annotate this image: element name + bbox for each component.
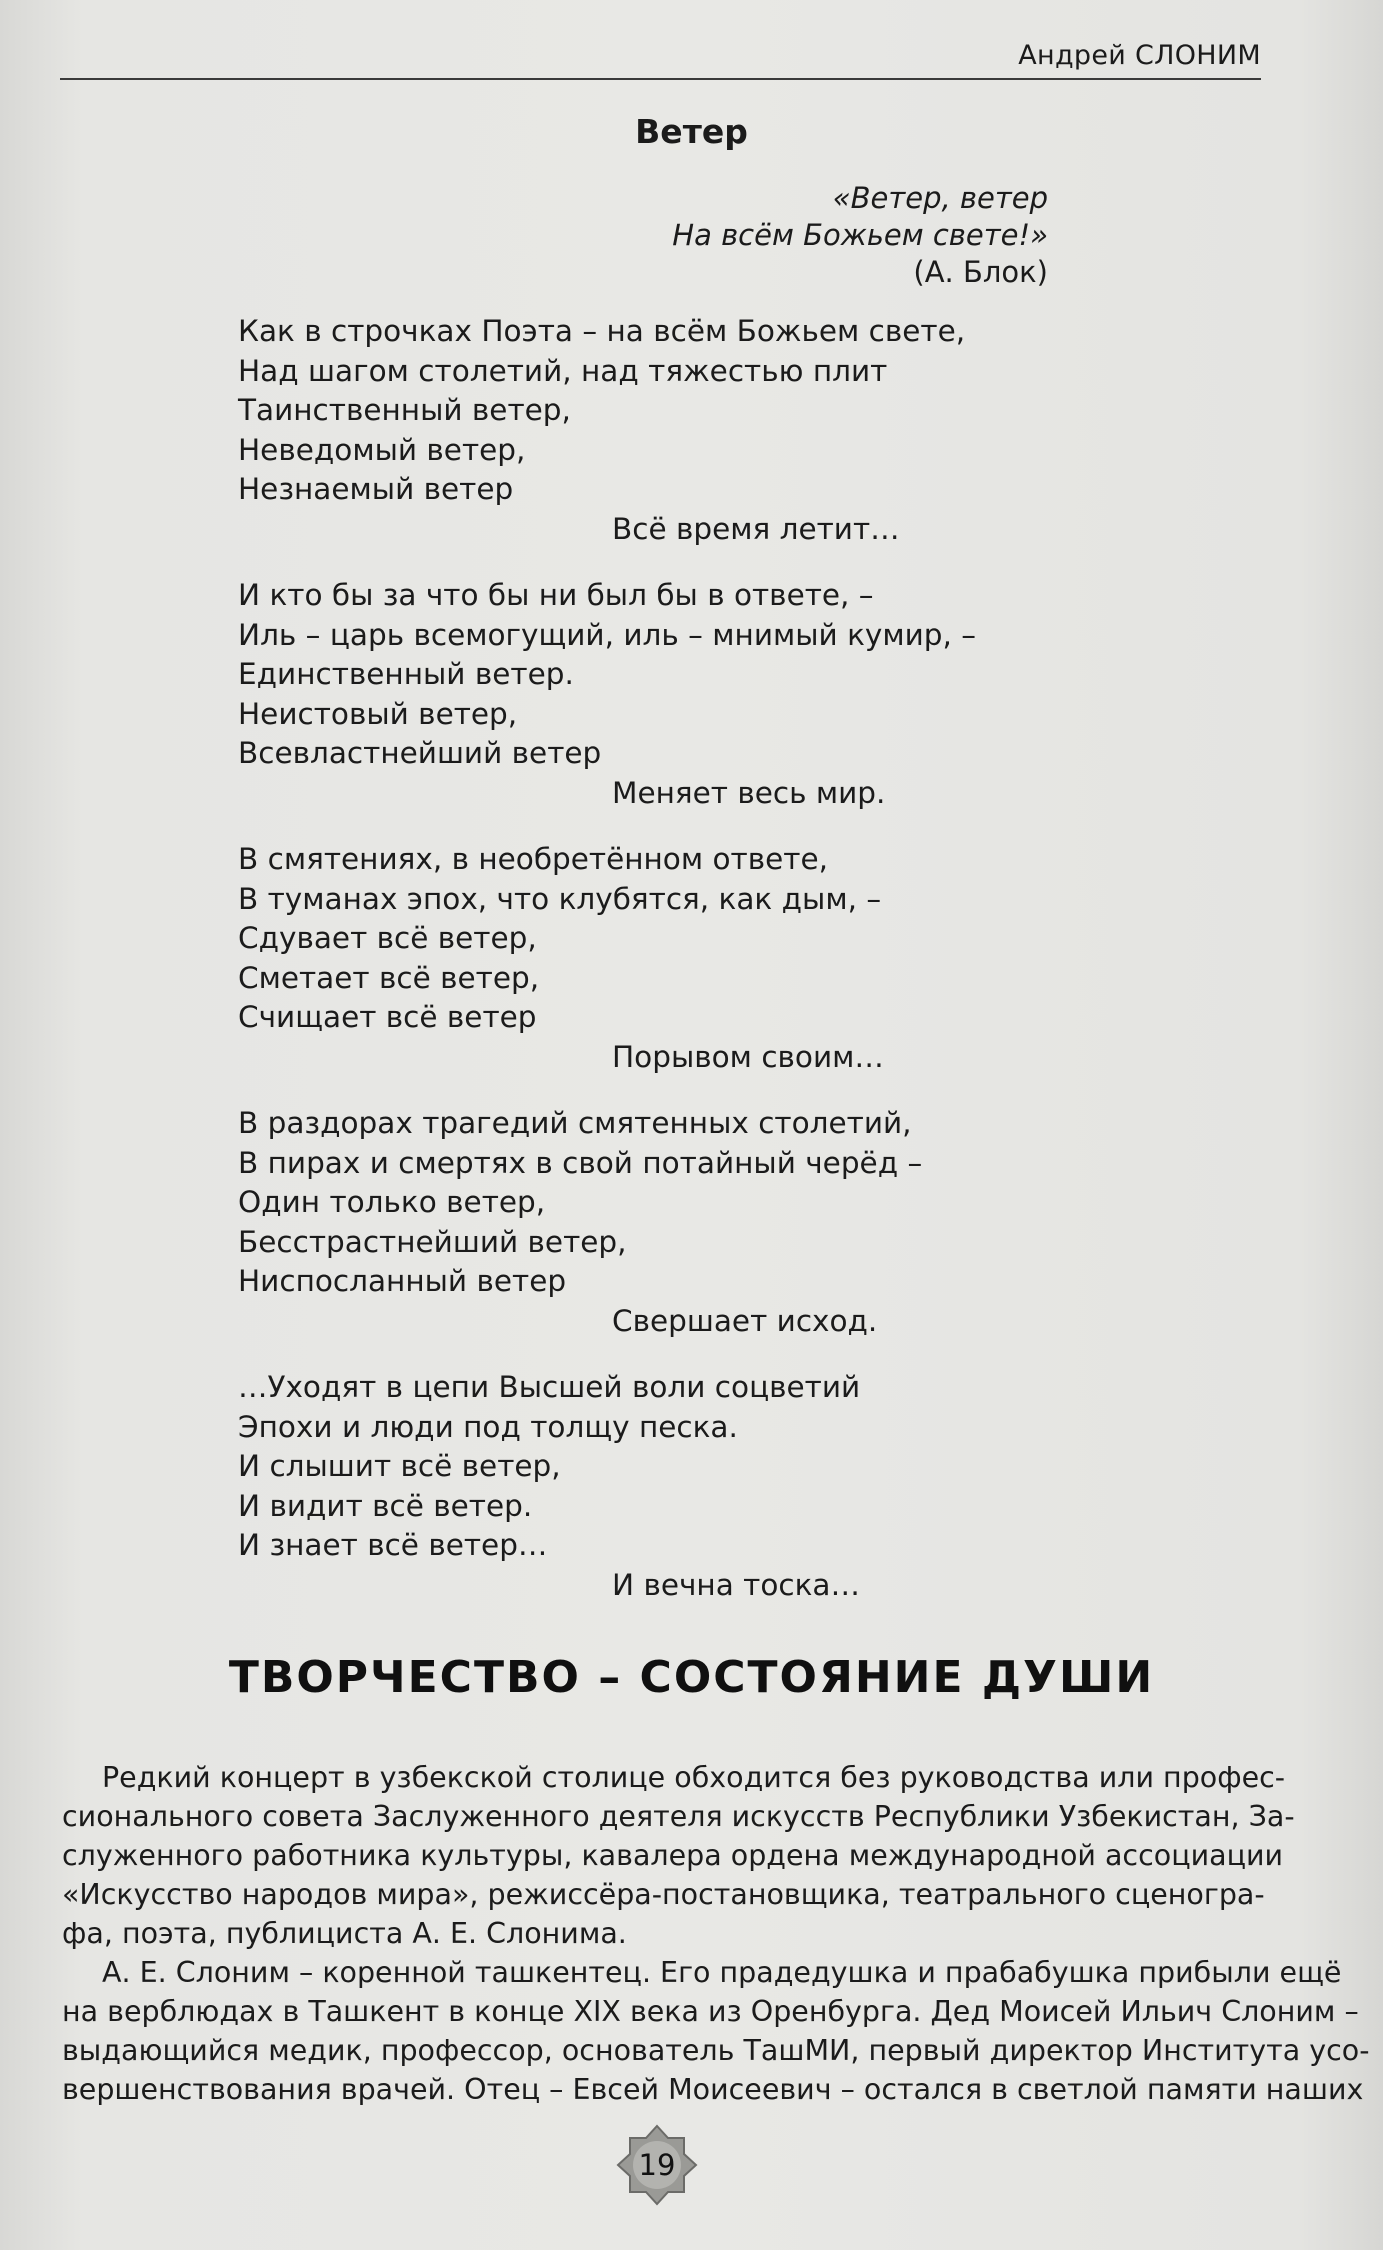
header-rule xyxy=(60,78,1261,80)
stanza-5 xyxy=(238,1368,860,1605)
poem-line-tail: И вечна тоска… xyxy=(612,1567,860,1602)
text-line: служенного работника культуры, кавалера ордена международной ассоциации xyxy=(62,1839,1284,1872)
poem-line: И кто бы за что бы ни был бы в ответе, – xyxy=(238,578,874,612)
epigraph-line: «Ветер, ветер xyxy=(832,181,1048,215)
poem-line-tail: Меняет весь мир. xyxy=(612,775,886,810)
stanza-3 xyxy=(238,840,884,1077)
poem-line: Всевластнейший ветер xyxy=(238,736,602,770)
running-head: Андрей СЛОНИМ xyxy=(1018,40,1261,71)
poem-line-tail: Свершает исход. xyxy=(612,1303,878,1338)
text-line: А. Е. Слоним – коренной ташкентец. Его прадедушка и прабабушка прибыли ещё xyxy=(102,1956,1342,1989)
poem-line: В раздорах трагедий смятенных столетий, xyxy=(238,1106,912,1140)
text-line: «Искусство народов мира», режиссёра-постановщика, театрального сценогра- xyxy=(62,1878,1265,1911)
epigraph-line: На всём Божьем свете!» xyxy=(672,218,1048,252)
poem-line: Незнаемый ветер xyxy=(238,472,514,506)
poem-title: Ветер xyxy=(635,112,748,151)
poem-line: И слышит всё ветер, xyxy=(238,1449,561,1483)
poem-line: В туманах эпох, что клубятся, как дым, – xyxy=(238,881,882,916)
poem-line: И видит всё ветер. xyxy=(238,1488,533,1523)
poem-line: Над шагом столетий, над тяжестью плит xyxy=(238,353,888,388)
poem-line: Один только ветер, xyxy=(238,1185,546,1219)
poem-line: Неистовый ветер, xyxy=(238,696,518,731)
poem-line: В смятениях, в необретённом ответе, xyxy=(238,842,828,876)
poem-line-tail: Порывом своим… xyxy=(612,1039,884,1074)
text-line: фа, поэта, публициста А. Е. Слонима. xyxy=(62,1917,627,1950)
poem-line: Счищает всё ветер xyxy=(238,1000,537,1034)
poem-line: В пирах и смертях в свой потайный черёд – xyxy=(238,1145,923,1180)
prose-body xyxy=(62,1758,1370,2109)
text-line: выдающийся медик, профессор, основатель ТашМИ, первый директор Института усо- xyxy=(62,2034,1370,2067)
poem-line: Таинственный ветер, xyxy=(238,393,571,427)
poem-line: Как в строчках Поэта – на всём Божьем свете, xyxy=(238,314,966,348)
poem-line: Ниспосланный ветер xyxy=(238,1264,567,1298)
stanza-2 xyxy=(238,576,976,813)
poem-line: Сдувает всё ветер, xyxy=(238,921,537,955)
epigraph-source: (А. Блок) xyxy=(913,255,1048,289)
poem-line: Неведомый ветер, xyxy=(238,432,526,467)
text-line: вершенствования врачей. Отец – Евсей Моисеевич – остался в светлой памяти наших xyxy=(62,2073,1364,2106)
stanza-1 xyxy=(238,312,965,549)
poem-line-tail: Всё время летит… xyxy=(612,511,900,546)
page-number: 19 xyxy=(638,2148,676,2182)
poem-line: Иль – царь всемогущий, иль – мнимый кумир, – xyxy=(238,617,977,652)
paragraph-2 xyxy=(62,1953,1370,2109)
poem-line: …Уходят в цепи Высшей воли соцветий xyxy=(238,1370,861,1404)
epigraph xyxy=(672,180,1048,291)
poem-line: И знает всё ветер… xyxy=(238,1528,548,1562)
stanza-4 xyxy=(238,1104,922,1341)
section-title: ТВОРЧЕСТВО – СОСТОЯНИЕ ДУШИ xyxy=(228,1652,1155,1703)
poem-line: Сметает всё ветер, xyxy=(238,960,540,995)
paragraph-1 xyxy=(62,1758,1295,1953)
text-line: на верблюдах в Ташкент в конце XIX века из Оренбурга. Дед Моисей Ильич Слоним – xyxy=(62,1995,1359,2028)
poem-line: Эпохи и люди под толщу песка. xyxy=(238,1409,738,1444)
poem-line: Бесстрастнейший ветер, xyxy=(238,1224,627,1259)
text-line: сионального совета Заслуженного деятеля искусств Республики Узбекистан, За- xyxy=(62,1800,1295,1833)
text-line: Редкий концерт в узбекской столице обходится без руководства или профес- xyxy=(102,1761,1286,1794)
poem-line: Единственный ветер. xyxy=(238,657,574,691)
